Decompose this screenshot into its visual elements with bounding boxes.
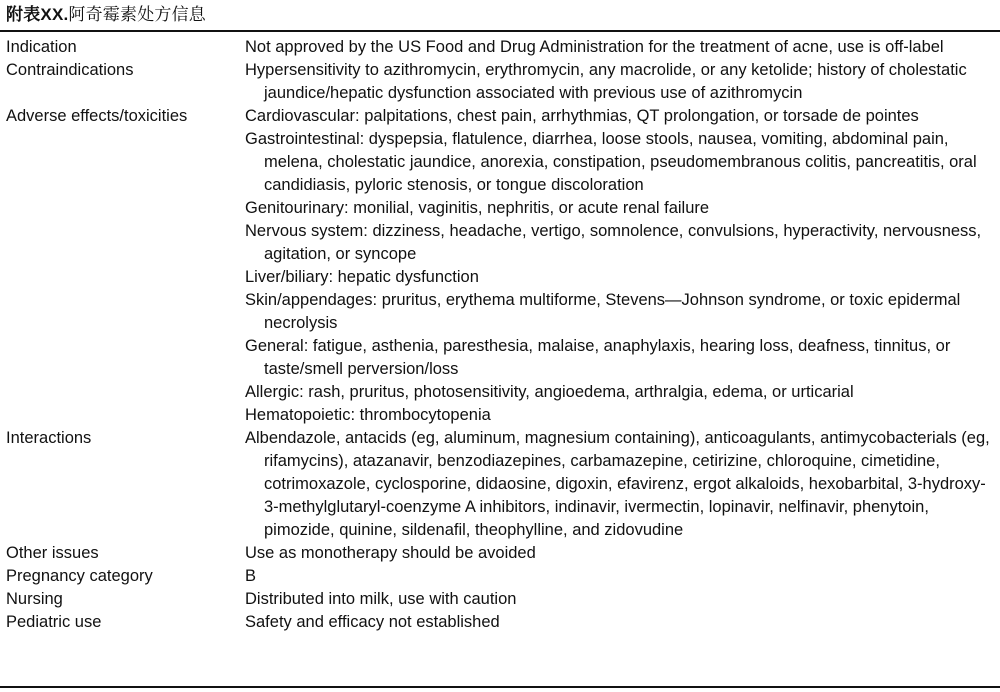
value-line: Allergic: rash, pruritus, photosensitivity, angioedema, arthralgia, edema, or urticarial <box>245 383 854 401</box>
top-rule <box>0 30 1000 32</box>
table-row <box>6 105 996 427</box>
value-line: Not approved by the US Food and Drug Administration for the treatment of acne, use is off-label <box>245 38 944 56</box>
value-line: Hematopoietic: thrombocytopenia <box>245 406 491 424</box>
table-row <box>6 59 996 105</box>
table-row <box>6 427 996 542</box>
value-line: Use as monotherapy should be avoided <box>245 544 536 562</box>
value-line: Genitourinary: monilial, vaginitis, nephritis, or acute renal failure <box>245 199 710 217</box>
value-line: General: fatigue, asthenia, paresthesia, malaise, anaphylaxis, hearing loss, deafness, tinnitus, or taste/smell perversion/loss <box>245 337 951 378</box>
value-line: Nervous system: dizziness, headache, vertigo, somnolence, convulsions, hyperactivity, nervousness, agitation, or syncope <box>245 222 982 263</box>
table-row <box>6 542 996 565</box>
row-label: Nursing <box>6 590 63 608</box>
table-caption <box>6 4 206 26</box>
value-line: Distributed into milk, use with caution <box>245 590 517 608</box>
row-label: Indication <box>6 38 77 56</box>
row-value <box>245 59 996 105</box>
row-value <box>245 588 996 611</box>
row-value <box>245 427 996 542</box>
value-line: B <box>245 567 257 585</box>
table-row <box>6 36 996 59</box>
row-value <box>245 611 996 634</box>
value-line: Albendazole, antacids (eg, aluminum, magnesium containing), anticoagulants, antimycobacterials (eg, rifamycins), atazanavir, benzodiazepines, carbamazepine, cetirizine, chloroquine, cimetidine, cotrimoxazole, cyclosporine, didaosine, digoxin, efavirenz, ergot alkaloids, hexobarbital, 3-hydroxy-3-methylglutaryl-coenzyme A inhibitors, indinavir, ivermectin, lopinavir, nelfinavir, phenytoin, pimozide, quinine, sildenafil, theophylline, and zidovudine <box>245 429 990 539</box>
row-value <box>245 565 996 588</box>
value-line: Liver/biliary: hepatic dysfunction <box>245 268 479 286</box>
value-line: Hypersensitivity to azithromycin, erythromycin, any macrolide, or any ketolide; history of cholestatic jaundice/hepatic dysfunction associated with previous use of azithromycin <box>245 61 967 102</box>
prescribing-info-table <box>6 36 996 634</box>
row-label: Other issues <box>6 544 99 562</box>
value-line: Safety and efficacy not established <box>245 613 500 631</box>
row-label: Adverse effects/toxicities <box>6 107 188 125</box>
table-row <box>6 611 996 634</box>
value-line: Skin/appendages: pruritus, erythema multiforme, Stevens—Johnson syndrome, or toxic epidermal necrolysis <box>245 291 961 332</box>
caption-prefix: 附表XX. <box>6 5 69 24</box>
row-label: Contraindications <box>6 61 134 79</box>
value-line: Gastrointestinal: dyspepsia, flatulence, diarrhea, loose stools, nausea, vomiting, abdominal pain, melena, cholestatic jaundice, anorexia, constipation, pseudomembranous colitis, pancreatitis, oral candidiasis, pyloric stenosis, or tongue discoloration <box>245 130 977 194</box>
row-label: Pregnancy category <box>6 567 153 585</box>
row-value <box>245 542 996 565</box>
table-row <box>6 565 996 588</box>
table-row <box>6 588 996 611</box>
bottom-rule <box>0 686 1000 688</box>
row-label: Interactions <box>6 429 92 447</box>
caption-title: 阿奇霉素处方信息 <box>68 5 207 24</box>
row-value <box>245 36 996 59</box>
row-label: Pediatric use <box>6 613 102 631</box>
row-value <box>245 105 996 427</box>
value-line: Cardiovascular: palpitations, chest pain, arrhythmias, QT prolongation, or torsade de pointes <box>245 107 919 125</box>
